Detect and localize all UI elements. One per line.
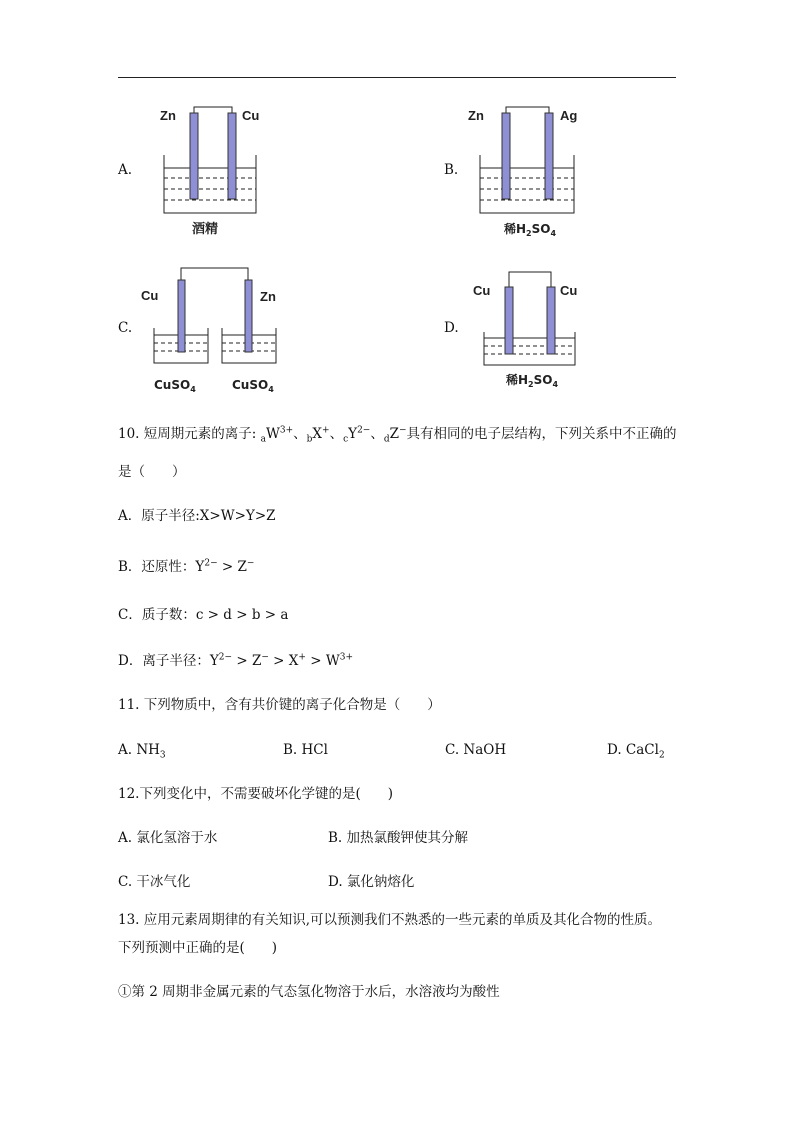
cell-b-letter: B. [444,162,459,178]
cell-b-right-electrode-label: Ag [560,108,578,123]
cell-d-letter: D. [444,320,459,336]
cell-d-left-electrode [505,287,513,354]
cell-b-wire [506,107,549,113]
q10-option-d: D．离子半径：$Y^{2-} > Z^- > X^+ > W^{3+}$ [118,652,354,669]
q13-stem-line2: 下列预测中正确的是( ) [118,940,278,956]
q10-option-c: C．质子数：c > d > b > a [118,607,289,623]
q12-option-a: A. 氯化氢溶于水 [118,830,218,846]
q12-option-b: B. 加热氯酸钾使其分解 [328,830,469,846]
cell-b-solution-label: 稀$H_2SO_4$ [504,222,557,238]
cell-c-left-solution-label: CuSO$_4$ [154,378,196,394]
q10-option-b: B．还原性：$Y^{2-} > Z^-$ [118,558,255,575]
cell-c-letter: C. [118,320,133,336]
q11-option-d: D. CaCl$_2$ [607,742,665,761]
q10-option-a: A．原子半径:X>W>Y>Z [118,508,276,524]
cell-d-beaker [484,332,575,365]
cell-a-right-electrode-label: Cu [242,108,260,123]
cell-d-wire [509,272,551,287]
header-rule [118,77,676,78]
cell-c-wire [181,268,248,280]
q11-option-c: C. NaOH [445,742,507,758]
cell-d-solution-label: 稀$H_2SO_4$ [506,373,559,389]
cell-a-diagram [150,100,280,240]
cell-a-left-electrode-label: Zn [160,108,176,123]
cell-b-diagram [466,100,596,240]
cell-c-diagram [138,262,288,402]
q13-item-1: ①第 2 周期非金属元素的气态氢化物溶于水后，水溶液均为酸性 [118,984,500,1000]
q12-option-c: C. 干冰气化 [118,874,191,890]
cell-c-right-solution-label: CuSO$_4$ [232,378,274,394]
cell-a-letter: A. [118,162,133,178]
cell-d-right-electrode-label: Cu [560,283,578,298]
cell-a-wire [194,107,232,113]
q10-stem-line1: 10. 短周期元素的离子: $_aW^{3+}$、$_b$X+、$_cY^{2-}$、$_d$Z−具有相同的电子层结构，下列关系中不正确的 [118,425,677,445]
q13-stem-line1: 13. 应用元素周期律的有关知识,可以预测我们不熟悉的一些元素的单质及其化合物的性质。 [118,912,662,928]
q12-option-d: D. 氯化钠熔化 [328,874,415,890]
cell-a-solution-label: 酒精 [192,222,219,237]
cell-a-beaker [164,155,256,213]
cell-b-left-electrode [502,113,510,199]
cell-d-left-electrode-label: Cu [473,283,491,298]
cell-c-right-electrode-label: Zn [260,289,276,304]
cell-b-right-electrode [545,113,553,199]
cell-a-right-electrode [228,113,236,199]
q11-stem: 11. 下列物质中，含有共价键的离子化合物是（ ） [118,697,441,713]
cell-c-right-electrode [245,280,252,352]
cell-a-left-electrode [190,113,198,199]
cell-d-diagram [470,262,600,397]
q11-option-a: A. $NH_3$ [118,742,166,761]
cell-b-beaker [480,155,574,213]
cell-d-right-electrode [547,287,555,354]
q10-stem-line2: 是（ ） [118,464,186,480]
cell-c-left-electrode-label: Cu [141,288,159,303]
cell-b-left-electrode-label: Zn [468,108,484,123]
cell-c-left-electrode [178,280,185,352]
q12-stem: 12.下列变化中，不需要破坏化学键的是( ) [118,786,394,802]
q11-option-b: B. HCl [283,742,328,758]
